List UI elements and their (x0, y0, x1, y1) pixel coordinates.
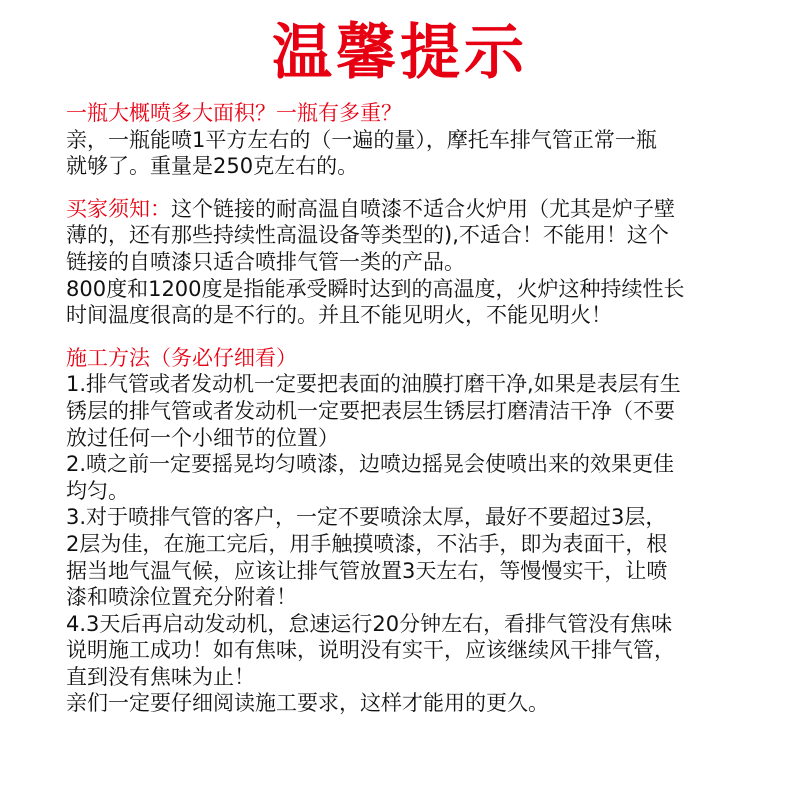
section-heading: 一瓶大概喷多大面积？一瓶有多重？ (66, 101, 402, 125)
text-line: 据当地气温气候，应该让排气管放置3天左右，等慢慢实干，让喷 (66, 558, 668, 583)
text-line: 800度和1200度是指能承受瞬时达到的高温度，火炉这种持续性长 (66, 276, 685, 301)
section-heading: 买家须知： (66, 196, 171, 221)
text-line: 亲们一定要仔细阅读施工要求，这样才能用的更久。 (66, 691, 549, 716)
section-heading: 施工方法（务必仔细看） (66, 345, 297, 370)
page-title: 温馨提示 (272, 18, 528, 88)
section-application-method (66, 345, 746, 717)
section-buyer-notice (66, 196, 746, 329)
text-line: 放过任何一个小细节的位置） (66, 425, 339, 450)
text-line: 3.对于喷排气管的客户，一定不要喷涂太厚，最好不要超过3层， (66, 505, 667, 530)
text-line: 均匀。 (66, 478, 129, 503)
text-line: 漆和喷涂位置充分附着！ (66, 585, 297, 610)
text-line: 说明施工成功！如有焦味，说明没有实干，应该继续风干排气管， (66, 638, 675, 663)
text-line: 亲，一瓶能喷1平方左右的（一遍的量），摩托车排气管正常一瓶 (66, 127, 657, 152)
text-line: 2层为佳，在施工完后，用手触摸喷漆，不沾手，即为表面干，根 (66, 531, 668, 556)
text-line: 链接的自喷漆只适合喷排气管一类的产品。 (66, 249, 465, 274)
text-line: 就够了。重量是250克左右的。 (66, 154, 359, 179)
text-line: 直到没有焦味为止！ (66, 664, 255, 689)
text-line: 薄的，还有那些持续性高温设备等类型的),不适合！不能用！这个 (66, 223, 669, 248)
text-line: 时间温度很高的是不行的。并且不能见明火，不能见明火！ (66, 303, 612, 328)
text-line: 4.3天后再启动发动机，怠速运行20分钟左右，看排气管没有焦味 (66, 611, 673, 636)
text-line: 锈层的排气管或者发动机一定要把表层生锈层打磨清洁干净（不要 (66, 398, 675, 423)
text-line (66, 196, 746, 223)
notice-body (66, 100, 746, 717)
text-line: 1.排气管或者发动机一定要把表面的油膜打磨干净,如果是表层有生 (66, 372, 681, 397)
text-line: 2.喷之前一定要摇晃均匀喷漆，边喷边摇晃会使喷出来的效果更佳 (66, 452, 675, 477)
section-coverage (66, 100, 746, 180)
text-fragment: 这个链接的耐高温自喷漆不适合火炉用（尤其是炉子壁 (171, 196, 675, 221)
